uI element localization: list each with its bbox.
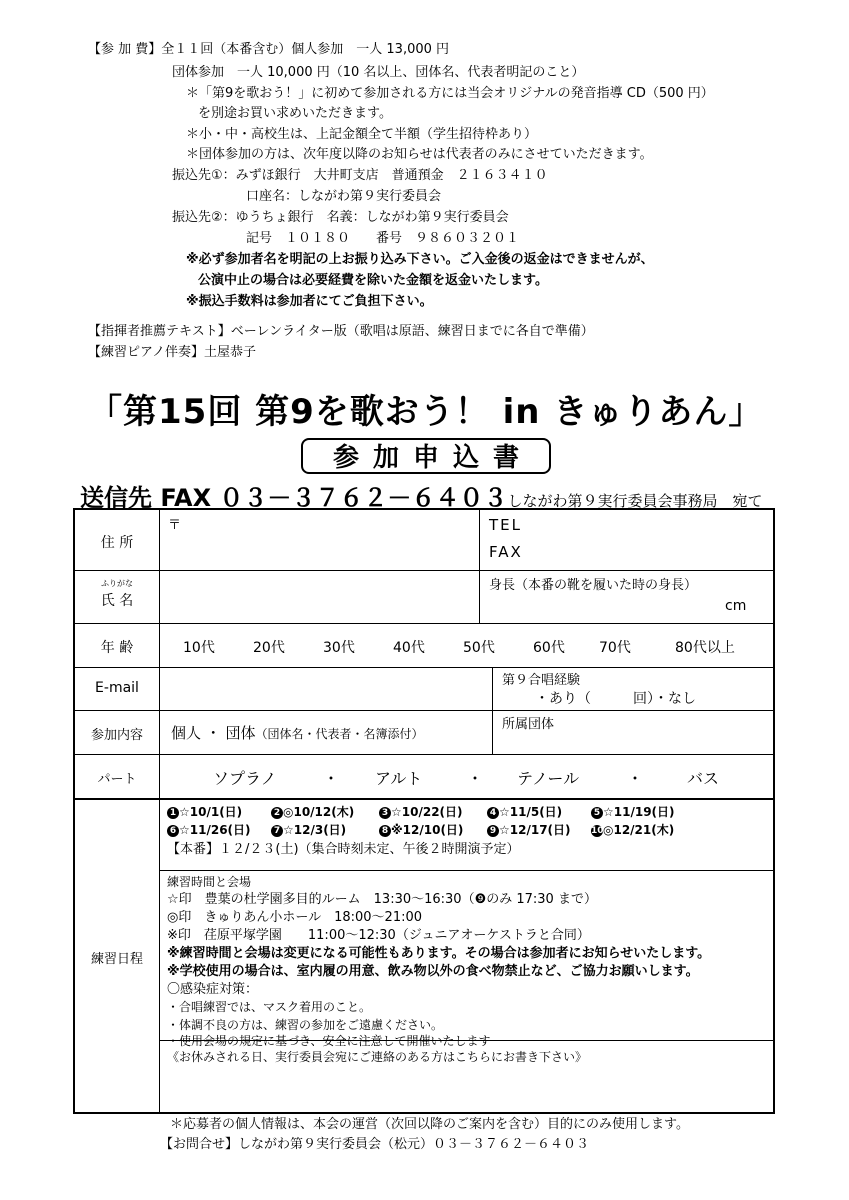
age-option-70s[interactable]: 70代	[599, 640, 631, 656]
fee-line-4: を別途お買い求めいただきます。	[198, 106, 392, 121]
date-1: 1 ☆10/1(日)	[167, 805, 271, 820]
venue-heading: 練習時間と会場	[167, 875, 252, 889]
age-option-30s[interactable]: 30代	[323, 640, 355, 656]
age-option-60s[interactable]: 60代	[533, 640, 565, 656]
date-7: 7 ☆12/3(日)	[271, 823, 379, 838]
age-option-50s[interactable]: 50代	[463, 640, 495, 656]
fee-line-6: ＊団体参加の方は、次年度以降のお知らせは代表者のみにさせていただきます。	[186, 147, 653, 162]
fee-line-3: ＊「第9を歌おう！」に初めて参加される方には当会オリジナルの発音指導 CD（500 円）	[186, 86, 714, 101]
schedule-dates-row-1	[167, 805, 675, 820]
tel-label: TEL	[489, 516, 522, 534]
date-10: 10◎12/21(木)	[591, 823, 675, 837]
payment-note-2: 公演中止の場合は必要経費を除いた金額を返金いたします。	[198, 273, 548, 288]
venue-3: ※印 荏原平塚学園 11:00～12:30（ジュニアオーケストラと合同）	[167, 928, 590, 943]
part-tenor[interactable]: テノール	[517, 769, 580, 788]
performance-date: 【本番】１２/２３(土)（集合時刻未定、午後２時開演予定）	[167, 842, 520, 857]
fax-number: 送信先 FAX ０３－３７６２－６４０３	[80, 484, 508, 512]
payment-note-1: ※必ず参加者名を明記の上お振り込み下さい。ご入金後の返金はできませんが、	[186, 252, 654, 267]
group-field[interactable]	[494, 730, 773, 752]
date-4: 4 ☆11/5(日)	[487, 805, 591, 820]
venue-1: ☆印 豊葉の杜学園多目的ルーム 13:30～16:30（❾のみ 17:30 まで）	[167, 892, 597, 907]
fee-line-1: 【参 加 費】全１１回（本番含む）個人参加 一人 13,000 円	[88, 42, 450, 57]
fax-recipient: しながわ第９実行委員会事務局 宛て	[507, 492, 763, 510]
email-field[interactable]	[161, 669, 490, 709]
fee-line-2: 団体参加 一人 10,000 円（10 名以上、団体名、代表者明記のこと）	[172, 65, 585, 80]
age-label: 年 齢	[100, 640, 134, 656]
age-option-80s-plus[interactable]: 80代以上	[675, 640, 735, 656]
experience-label: 第９合唱経験	[502, 673, 581, 688]
furigana-label: ふりがな	[101, 579, 133, 588]
absence-note-label: 《お休みされる日、実行委員会宛にご連絡のある方はこちらにお書き下さい》	[167, 1050, 588, 1064]
age-option-40s[interactable]: 40代	[393, 640, 425, 656]
bank-1-line-b: 口座名：しながわ第９実行委員会	[246, 189, 442, 204]
part-bass[interactable]: バス	[687, 769, 720, 788]
infection-2: ・体調不良の方は、練習の参加をご遠慮ください。	[167, 1018, 444, 1032]
date-8: 8 ※12/10(日)	[379, 823, 487, 838]
height-unit: cm	[725, 598, 747, 614]
fee-line-5: ＊小・中・高校生は、上記金額全て半額（学生招待枠あり）	[186, 127, 538, 142]
name-field[interactable]	[161, 572, 477, 621]
participation-note: （団体名・代表者・名簿添付）	[255, 727, 424, 741]
address-field[interactable]	[161, 530, 477, 568]
date-2: 2 ◎10/12(木)	[271, 805, 379, 820]
experience-options[interactable]: ・あり（ 回）・なし	[535, 691, 696, 707]
date-9: 9 ☆12/17(日)	[487, 823, 591, 838]
warning-2: ※学校使用の場合は、室内履の用意、飲み物以外の食べ物禁止など、ご協力お願いします。	[167, 964, 699, 979]
group-label: 所属団体	[502, 717, 555, 732]
infection-3: ・使用会場の規定に基づき、安全に注意して開催いたします	[167, 1034, 491, 1048]
age-option-20s[interactable]: 20代	[253, 640, 285, 656]
schedule-dates-row-2	[167, 823, 674, 838]
payment-note-3: ※振込手数料は参加者にてご負担下さい。	[186, 294, 433, 309]
text-line: 【指揮者推薦テキスト】ベーレンライター版（歌唱は原語、練習日までに各自で準備）	[88, 324, 594, 339]
infection-heading: 〇感染症対策：	[167, 982, 259, 997]
part-separator: ・	[323, 769, 340, 788]
fax-field[interactable]	[535, 541, 773, 567]
part-soprano[interactable]: ソプラノ	[213, 769, 277, 788]
name-label: 氏 名	[100, 593, 134, 609]
part-alto[interactable]: アルト	[375, 769, 423, 788]
part-separator: ・	[627, 769, 644, 788]
bank-2-line-a: 振込先②：ゆうちょ銀行 名義：しながわ第９実行委員会	[172, 210, 509, 225]
contact-footer: 【お問合せ】しながわ第９実行委員会（松元）０３－３７６２－６４０３	[160, 1137, 590, 1152]
part-label: パート	[97, 772, 137, 787]
date-3: 3 ☆10/22(日)	[379, 805, 487, 820]
height-label: 身長（本番の靴を履いた時の身長）	[489, 578, 698, 593]
application-form	[73, 508, 775, 1114]
participation-options[interactable]: 個人 ・ 団体	[171, 724, 256, 742]
bank-1-line-a: 振込先①：みずほ銀行 大井町支店 普通預金 ２１６３４１０	[172, 168, 548, 183]
form-subtitle: 参加申込書	[301, 438, 551, 474]
email-label: E-mail	[95, 680, 139, 696]
bank-2-line-b: 記号 １０１８０ 番号 ９８６０３２０１	[246, 231, 520, 246]
page-title: 「第15回 第9を歌おう！ in きゅりあん」	[88, 392, 764, 432]
warning-1: ※練習時間と会場は変更になる可能性もあります。その場合は参加者にお知らせいたします。	[167, 946, 711, 961]
participation-label: 参加内容	[90, 728, 143, 743]
age-option-10s[interactable]: 10代	[183, 640, 215, 656]
schedule-label: 練習日程	[90, 952, 143, 967]
postal-mark: 〒	[168, 518, 182, 533]
absence-note-field[interactable]	[161, 1066, 773, 1112]
privacy-footer: ＊応募者の個人情報は、本会の運営（次回以降のご案内を含む）目的にのみ使用します。	[170, 1117, 689, 1132]
date-5: 5 ☆11/19(日)	[591, 805, 675, 819]
part-separator: ・	[467, 769, 484, 788]
address-label: 住 所	[100, 535, 134, 551]
venue-2: ◎印 きゅりあん小ホール 18:00～21:00	[167, 910, 423, 925]
participation-type	[171, 722, 424, 743]
tel-field[interactable]	[535, 514, 773, 538]
piano-line: 【練習ピアノ伴奏】土屋恭子	[88, 345, 256, 360]
infection-1: ・合唱練習では、マスク着用のこと。	[167, 1000, 372, 1014]
fax-label: FAX	[489, 543, 523, 561]
date-6: 6 ☆11/26(日)	[167, 823, 271, 838]
